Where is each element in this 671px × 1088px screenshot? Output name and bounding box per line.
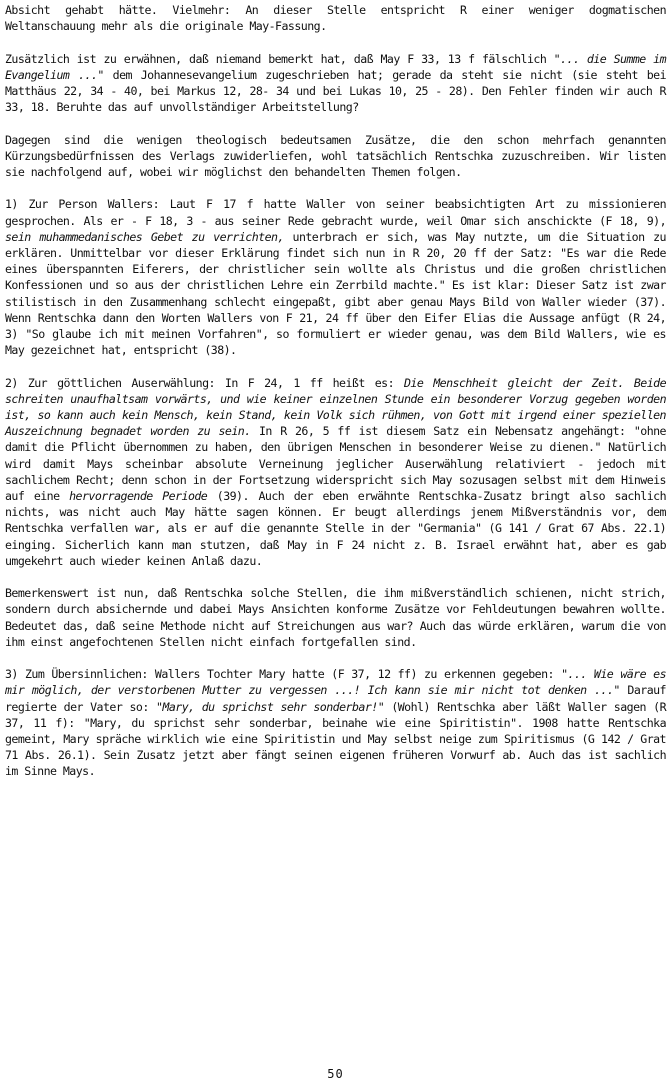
text-run: In R 26, 5 ff ist diesem Satz ein Nebensatz angehängt: "ohne damit die Pflicht übernommen zu haben, den übrigen Menschen in besonderer Weise zu dienen." Natürlich wird damit Mays scheinbar absolute Verneinung jeglicher Auserwählung relativiert - jedoch mit sachlichem Recht; denn schon in der Fortsetzung widerspricht sich May sozusagen selbst mit dem Hinweis auf eine — [5, 424, 666, 504]
document-page — [5, 2, 666, 796]
page-number: 50 — [327, 1067, 344, 1081]
italic-quote: ... Wie wäre es mir möglich, der verstorbenen Mutter zu vergessen ...! Ich kann sie mir nicht tot denken ... — [5, 667, 667, 698]
italic-quote: ... die Summe im Evangelium ... — [5, 51, 667, 82]
italic-quote: hervorragende Periode — [69, 489, 208, 504]
paragraph — [5, 51, 666, 116]
italic-quote: sein muhammedanisches Gebet zu verrichten, — [5, 229, 284, 244]
text-run: " (Wohl) Rentschka aber läßt Waller sagen (R 37, 11 f): "Mary, du sprichst sehr sonderbar, beinahe wie eine Spiritistin". 1908 hatte Rentschka gemeint, Mary spräche wirklich wie eine Spiritistin und May selbst neige zum Spiritismus (G 142 / Grat 71 Abs. 26.1). Sein Zusatz jetzt aber fängt seinen eigenen früheren Vorwurf ab. Auch das ist sachlich im Sinne Mays. — [5, 699, 666, 779]
paragraph — [5, 132, 666, 181]
paragraph — [5, 666, 666, 779]
text-run: Bemerkenswert ist nun, daß Rentschka solche Stellen, die ihm mißverständlich schienen, nicht strich, sondern durch absichernde und dabei Mays Ansichten konforme Zusätze vor Fehldeutungen bewahren wollte. Bedeutet das, daß seine Methode nicht auf Streichungen aus war? Auch das würde erklären, warum die von ihm einst angefochtenen Stellen nicht einfach fortgefallen sind. — [5, 586, 666, 649]
text-run: 2) Zur göttlichen Auserwählung: In F 24, 1 ff heißt es: — [5, 375, 404, 390]
text-run: " Darauf regierte der Vater so: " — [5, 683, 666, 714]
italic-quote: Die Menschheit gleicht der Zeit. Beide schreiten unaufhaltsam vorwärts, und wie keiner einzelnen Stunde ein besonderer Vorzug gegeben worden ist, so kann auch kein Mensch, kein Stand, kein Volk sich rühmen, von Gott mit irgend einer speziellen Auszeichnung begnadet worden zu sein. — [5, 375, 667, 439]
text-run: Dagegen sind die wenigen theologisch bedeutsamen Zusätze, die den schon mehrfach genannten Kürzungsbedürfnissen des Verlags zuwiderliefen, wohl tatsächlich Rentschka zuzuschreiben. Wir listen sie nachfolgend auf, wobei wir möglichst den behandelten Themen folgen. — [5, 132, 666, 179]
text-run: 1) Zur Person Wallers: Laut F 17 f hatte Waller von seiner beabsichtigten Art zu missionieren gesprochen. Als er - F 18, 3 - aus seiner Rede gebracht wurde, weil Omar sich anschickte (F 18, 9), — [5, 197, 666, 228]
text-run: " dem Johannesevangelium zugeschrieben hat; gerade da steht sie nicht (sie steht bei Matthäus 22, 34 - 40, bei Markus 12, 28- 34 und bei Lukas 10, 25 - 28). Den Fehler finden wir auch R 33, 18. Beruhte das auf unvollständiger Arbeitstellung? — [5, 67, 667, 115]
paragraph — [5, 2, 666, 34]
text-run: (39). Auch der eben erwähnte Rentschka-Zusatz bringt also sachlich nichts, was nicht auch May hätte sagen können. Er beugt allerdings jenem Mißverständnis vor, dem Rentschka verfallen war, als er auf die genannte Stelle in der "Germania" (G 141 / Grat 67 Abs. 22.1) einging. Sicherlich kann man stutzen, daß May in F 24 nicht z. B. Israel erwähnt hat, aber es gab umgekehrt auch wieder keinen Anlaß dazu. — [5, 489, 666, 568]
text-run: Absicht gehabt hätte. Vielmehr: An dieser Stelle entspricht R einer weniger dogmatischen Weltanschauung mehr als die originale May-Fassung. — [5, 3, 666, 34]
paragraph — [5, 196, 666, 358]
text-run: unterbrach er sich, was May nutzte, um die Situation zu erklären. Unmittelbar vor dieser Erklärung findet sich nun in R 20, 20 ff der Satz: "Es war die Rede eines überspannten Eiferers, der christlicher sein wollte als Christus und die großen christlichen Konfessionen und so aus der christlichen Lehre ein Zerrbild machte." Es ist klar: Dieser Satz ist zwar stilistisch in den Zusammenhang schlecht eingepaßt, gibt aber genau Mays Bild von Waller wieder (37). Wenn Rentschka dann den Worten Wallers von F 21, 24 ff über den Eifer Elias die Aussage anfügt (R 24, 3) "So glaube ich mit meinen Vorfahren", so formuliert er wieder genau, was dem Bild Wallers, wie es May gezeichnet hat, entspricht (38). — [5, 229, 666, 358]
text-run: Zusätzlich ist zu erwähnen, daß niemand bemerkt hat, daß May F 33, 13 f fälschlich " — [5, 51, 561, 66]
paragraph — [5, 585, 666, 650]
italic-quote: Mary, du sprichst sehr sonderbar! — [162, 699, 378, 714]
text-run: 3) Zum Übersinnlichen: Wallers Tochter Mary hatte (F 37, 12 ff) zu erkennen gegeben: " — [5, 667, 568, 682]
paragraph — [5, 375, 666, 569]
